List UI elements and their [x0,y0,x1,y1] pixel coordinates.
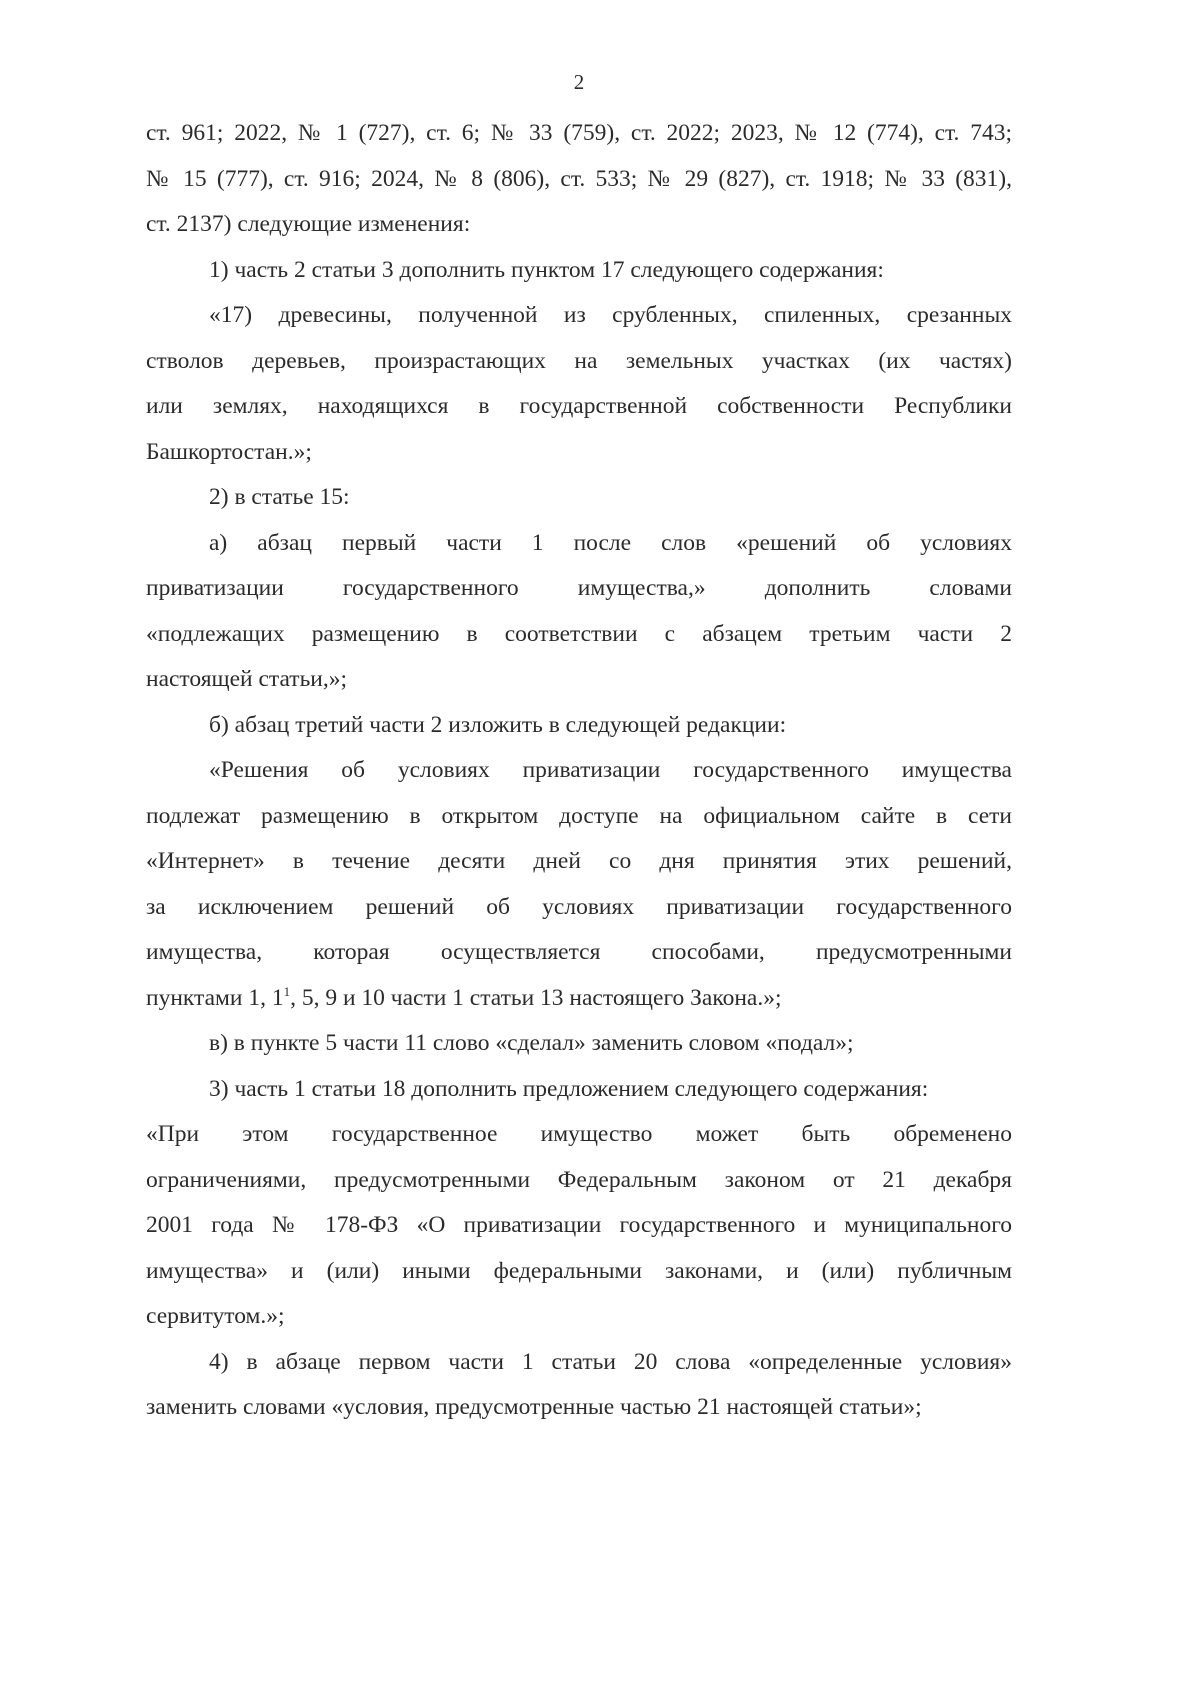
text-line: подлежат размещению в открытом доступе на официальном сайте в сети [146,802,1012,829]
paragraph-item-1 [146,248,1012,294]
text-line: за исключением решений об условиях приватизации государственного [146,893,1012,920]
paragraph-item-4 [146,1340,1012,1431]
text-line: в) в пункте 5 части 11 слово «сделал» заменить словом «подал»; [209,1030,854,1056]
text-fragment: , 5, 9 и 10 части 1 статьи 13 настоящего Закона.»; [290,984,782,1011]
text-line: «При этом государственное имущество может быть обременено [146,1121,1012,1147]
text-line: имущества» и (или) иными федеральными законами, и (или) публичным [146,1257,1012,1284]
text-line: 3) часть 1 статьи 18 дополнить предложением следующего содержания: [209,1075,929,1102]
superscript: 1 [283,983,291,999]
text-line: 2) в статье 15: [209,484,350,510]
text-line: стволов деревьев, произрастающих на земельных участках (их частях) [146,347,1012,374]
text-fragment: пунктами 1, 1 [146,984,284,1011]
text-line: или землях, находящихся в государственной собственности Республики [146,393,1012,419]
text-line: заменить словами «условия, предусмотренные частью 21 настоящей статьи»; [146,1394,922,1420]
text-line: 4) в абзаце первом части 1 статьи 20 слова «определенные условия» [209,1348,1012,1375]
paragraph-subitem-v [146,1021,1012,1067]
text-line: Башкортостан.»; [146,438,312,465]
text-line: 1) часть 2 статьи 3 дополнить пунктом 17 следующего содержания: [209,256,884,283]
paragraph-citations [146,111,1012,248]
text-line: а) абзац первый части 1 после слов «решений об условиях [209,529,1012,556]
text-line: 2001 года № 178-ФЗ «О приватизации государственного и муниципального [146,1212,1012,1238]
paragraph-encumbrance [146,1112,1012,1340]
page-number: 2 [573,70,585,94]
paragraph-item-3 [146,1067,1012,1113]
text-line: «подлежащих размещению в соответствии с абзацем третьим части 2 [146,620,1012,647]
text-line: ст. 2137) следующие изменения: [146,211,471,237]
paragraph-subitem-b [146,703,1012,749]
text-line: «Решения об условиях приватизации государственного имущества [209,757,1012,783]
paragraph-item-2 [146,475,1012,521]
text-line: ограничениями, предусмотренными Федеральным законом от 21 декабря [146,1166,1012,1193]
text-line [146,976,1012,1022]
text-line: «17) древесины, полученной из срубленных, спиленных, срезанных [209,302,1012,328]
text-line: «Интернет» в течение десяти дней со дня принятия этих решений, [146,848,1012,874]
text-line: б) абзац третий части 2 изложить в следующей редакции: [209,711,787,738]
paragraph-item-17-text [146,293,1012,475]
text-line: имущества, которая осуществляется способами, предусмотренными [146,939,1012,965]
text-line: приватизации государственного имущества,» дополнить словами [146,575,1012,601]
text-line: настоящей статьи,»; [146,666,348,692]
document-body [146,111,1012,1431]
text-line: № 15 (777), ст. 916; 2024, № 8 (806), ст. 533; № 29 (827), ст. 1918; № 33 (831), [146,165,1012,192]
text-line: сервитутом.»; [146,1303,285,1329]
text-line: ст. 961; 2022, № 1 (727), ст. 6; № 33 (759), ст. 2022; 2023, № 12 (774), ст. 743; [146,120,1012,146]
paragraph-subitem-a [146,521,1012,703]
paragraph-new-edition [146,748,1012,1021]
